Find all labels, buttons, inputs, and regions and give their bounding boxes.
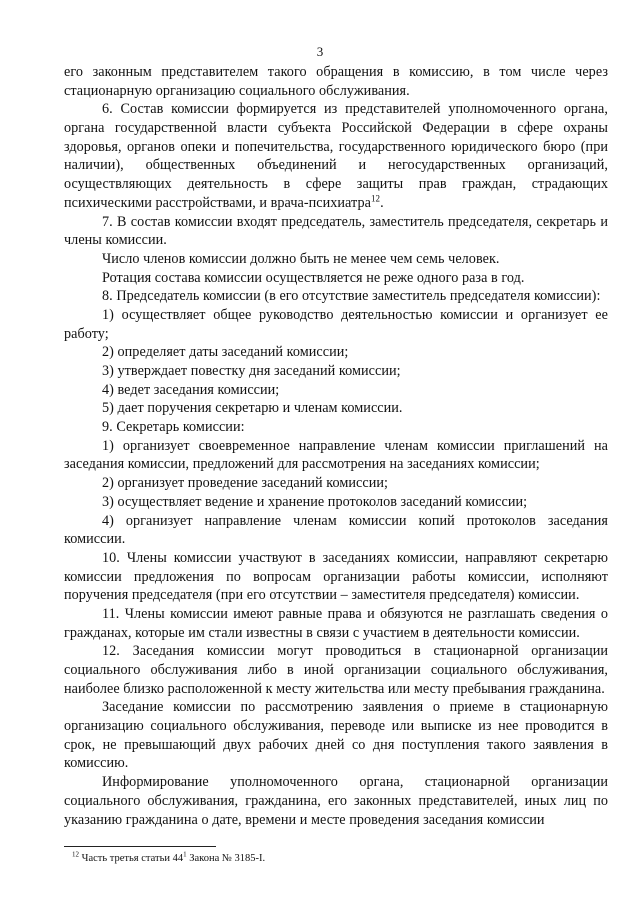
paragraph-item-6: 6. Состав комиссии формируется из представителей уполномоченного органа, органа государственной власти субъекта Российской Федерации в сфере охраны здоровья, органов опеки и попечительства, государственного юридического бюро (при наличии), общественных объединений и негосударственных организаций, осуществляющих деятельность в сфере защиты прав граждан, страдающих психическими расстройствами, и врача-психиатра$^{12}$. — [64, 101, 608, 211]
paragraph-rotation: Ротация состава комиссии осуществляется не реже одного раза в год. — [102, 269, 525, 286]
list-item-secretary-4: 4) организует направление членам комиссии копий протоколов заседания комиссии. — [64, 512, 608, 548]
list-item-secretary-1: 1) организует своевременное направление членам комиссии приглашений на заседания комиссии, предложений для рассмотрения на заседаниях комиссии; — [64, 437, 608, 473]
list-item-chair-1: 1) осуществляет общее руководство деятельностью комиссии и организует ее работу; — [64, 306, 608, 342]
footnote: $^{12}$ Часть третья статьи $44^1$ Закона № 3185-I. — [72, 850, 266, 864]
document-body — [64, 63, 608, 829]
paragraph-item-11: 11. Члены комиссии имеют равные права и обязуются не разглашать сведения о гражданах, которые им стали известны в связи с участием в деятельности комиссии. — [64, 605, 608, 641]
paragraph-item-8: 8. Председатель комиссии (в его отсутствие заместитель председателя комиссии): — [102, 288, 601, 305]
list-item-secretary-3: 3) осуществляет ведение и хранение протоколов заседаний комиссии; — [102, 493, 528, 510]
footnote-marker: 12 — [72, 850, 79, 859]
footnote-article-superscript: 1 — [183, 850, 187, 859]
paragraph-item-12: 12. Заседания комиссии могут проводиться в стационарной организации социального обслуживания либо в иной организации социального обслуживания, наиболее близко расположенной к месту жительства или месту пребывания гражданина. — [64, 643, 608, 697]
paragraph-members-count: Число членов комиссии должно быть не менее чем семь человек. — [102, 250, 500, 267]
paragraph-item-10: 10. Члены комиссии участвуют в заседаниях комиссии, направляют секретарю комиссии предложения по вопросам организации работы комиссии, исполняют поручения председателя (при его отсутствии – заместителя председателя) комиссии. — [64, 549, 608, 604]
paragraph-meeting-deadline: Заседание комиссии по рассмотрению заявления о приеме в стационарную организацию социального обслуживания, переводе или выписке из нее проводится в срок, не превышающий двух рабочих дней со дня поступления такого заявления в комиссию. — [64, 699, 608, 772]
list-item-chair-4: 4) ведет заседания комиссии; — [102, 381, 280, 398]
footnote-divider — [64, 846, 216, 847]
list-item-chair-3: 3) утверждает повестку дня заседаний комиссии; — [102, 363, 401, 379]
page-number: 3 — [316, 44, 324, 59]
paragraph-item-9: 9. Секретарь комиссии: — [102, 419, 245, 436]
list-item-chair-5: 5) дает поручения секретарю и членам комиссии. — [102, 400, 403, 417]
paragraph-item-7: 7. В состав комиссии входят председатель, заместитель председателя, секретарь и члены комиссии. — [64, 213, 608, 249]
list-item-secretary-2: 2) организует проведение заседаний комиссии; — [102, 475, 388, 492]
footnote-reference: 12 — [370, 193, 381, 204]
paragraph-continuation: его законным представителем такого обращения в комиссию, в том числе через стационарную организацию социального обслуживания. — [64, 64, 608, 99]
list-item-chair-2: 2) определяет даты заседаний комиссии; — [102, 344, 349, 361]
paragraph-informing: Информирование уполномоченного органа, стационарной организации социального обслуживания, гражданина, его законных представителей, иных лиц по указанию гражданина о дате, времени и месте проведения заседания комиссии — [64, 774, 608, 828]
